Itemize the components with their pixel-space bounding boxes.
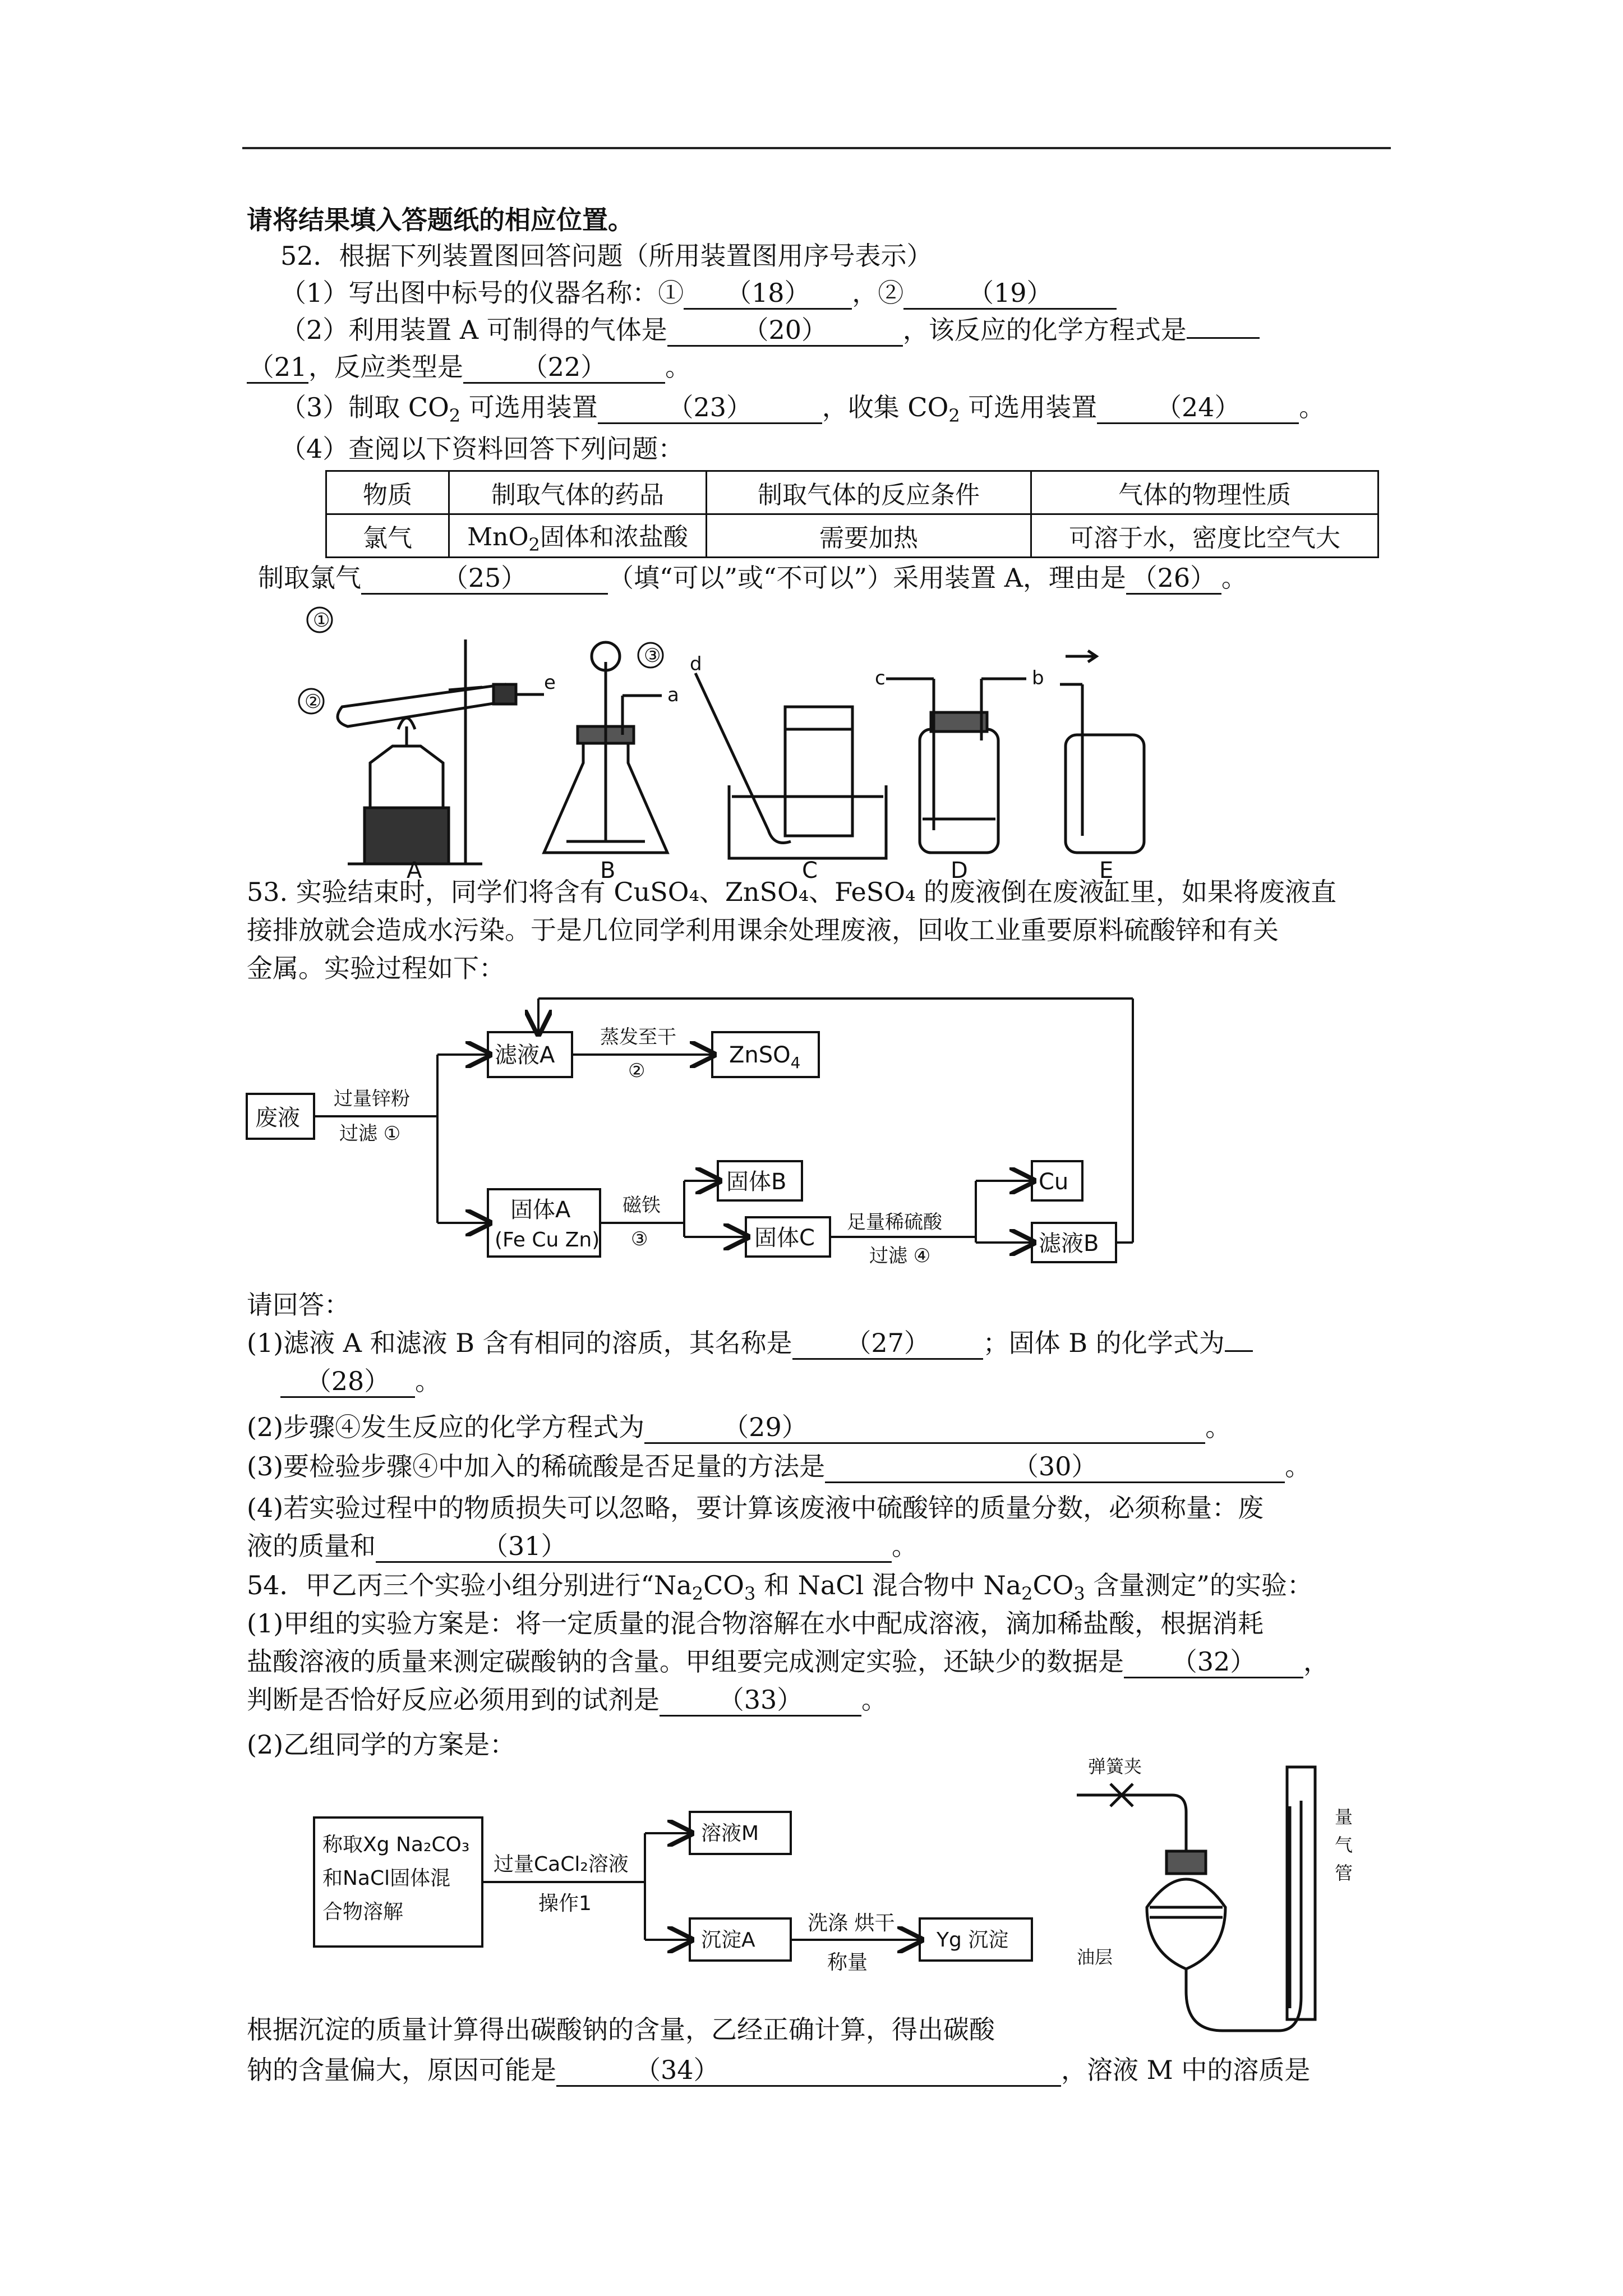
port-e: e [544, 671, 556, 694]
flow-waste: 废液 [255, 1105, 300, 1131]
flow-step3-top: 磁铁 [623, 1194, 661, 1217]
label-tube-2: 气 [1335, 1834, 1353, 1856]
apparatus-figure [280, 595, 1178, 881]
instruction: 请将结果填入答题纸的相应位置。 [247, 205, 634, 235]
flow-step2-bot: ② [628, 1060, 645, 1082]
q53-answer-4-cont: 液的质量和 （31） 。 [247, 1529, 917, 1563]
port-a: a [667, 684, 679, 706]
table-header-cell: 气体的物理性质 [1031, 471, 1378, 514]
test-tube [338, 684, 508, 726]
alcohol-lamp [370, 746, 443, 808]
answer-blank-22[interactable]: （22） [463, 352, 665, 384]
flow-znso4-sub: 4 [790, 1053, 801, 1072]
label-b: B [600, 858, 616, 881]
flow-step1-top: 过量锌粉 [334, 1088, 410, 1110]
flow-weigh-1: 称取Xg Na₂CO₃ [322, 1833, 470, 1856]
svg-text:ZnSO4 [729, 1042, 800, 1072]
port-d: d [690, 653, 702, 675]
answer-blank-28[interactable]: （28） [280, 1366, 415, 1398]
q54-answer-2: (2)乙组同学的方案是： [247, 1729, 516, 1760]
answer-blank-19[interactable]: （19） [903, 278, 1117, 310]
flow-weigh-2: 和NaCl固体混 [322, 1867, 451, 1890]
label-tube-3: 管 [1335, 1862, 1353, 1884]
flow-precipitate-a: 沉淀A [701, 1929, 755, 1952]
q53-answer-4: (4)若实验过程中的物质损失可以忽略，要计算该废液中硫酸锌的质量分数，必须称量：废 [247, 1493, 1264, 1523]
q53-flowchart [236, 993, 1155, 1273]
top-rule [242, 147, 1391, 149]
table-row [326, 514, 1378, 558]
flow-weigh-3: 合物溶解 [322, 1901, 404, 1924]
answer-blank-26[interactable]: （26） [1126, 563, 1221, 595]
q53-answer-1-cont: （28） 。 [280, 1364, 441, 1398]
apparatus-a-block [365, 808, 449, 864]
answer-blank-20[interactable]: （20） [667, 315, 903, 347]
answer-blank-34[interactable]: （34） [556, 2055, 1061, 2087]
q53-stem-1: 53. 实验结束时，同学们将含有 CuSO₄、ZnSO₄、FeSO₄ 的废液倒在废液缸里，如果将废液直 [247, 877, 1337, 907]
q52-part3: （3）制取 $CO_2$ 可选用装置 （23） ，收集 $CO_2$ 可选用装置 （24） 。 [280, 392, 1325, 426]
delivery-tube-c [695, 673, 791, 843]
q54-answer-2-cont2: 钠的含量偏大，原因可能是 （34） ，溶液 M 中的溶质是 [247, 2053, 1310, 2087]
gas-bottle-d [920, 729, 998, 853]
mark-2: ② [305, 691, 322, 713]
flask-oil-layer [1147, 1879, 1225, 1969]
q52-part2-cont: （21，反应类型是 （22） 。 [247, 350, 691, 384]
flow-step2-top: 蒸发至干 [600, 1026, 676, 1048]
flow-cu: Cu [1039, 1169, 1069, 1195]
q53-stem-2: 接排放就会造成水污染。于是几位同学利用课余处理废液，回收工业重要原料硫酸锌和有关 [247, 915, 1279, 945]
flow-step3-bot: ③ [631, 1228, 648, 1250]
answer-blank-21a[interactable] [1187, 337, 1260, 339]
table-cell: MnO$_2$固体和浓盐酸 [449, 514, 707, 558]
flow-yg: Yg 沉淀 [937, 1929, 1009, 1952]
label-tube-1: 量 [1335, 1806, 1353, 1828]
flow-op2-top: 洗涤 烘干 [808, 1912, 895, 1935]
q54-answer-1: (1)甲组的实验方案是：将一定质量的混合物溶解在水中配成溶液，滴加稀盐酸，根据消耗 [247, 1608, 1264, 1639]
answer-blank-18[interactable]: （18） [684, 278, 852, 310]
table-header-row [326, 471, 1378, 514]
flow-op1-top: 过量CaCl₂溶液 [494, 1853, 629, 1876]
label-e: E [1099, 858, 1114, 881]
flow-solid-c: 固体C [754, 1225, 815, 1251]
label-oil-layer: 油层 [1077, 1947, 1113, 1968]
port-c: c [875, 667, 886, 689]
q54-answer-1-cont2: 判断是否恰好反应必须用到的试剂是 （33） 。 [247, 1683, 887, 1717]
flow-step4-bot: 过滤 ④ [869, 1245, 931, 1267]
flow-znso4: ZnSO [729, 1042, 791, 1068]
q54-answer-1-cont: 盐酸溶液的质量来测定碳酸钠的含量。甲组要完成测定实验，还缺少的数据是 （32） ， [247, 1645, 1329, 1678]
table-header-cell: 物质 [326, 471, 449, 514]
table-header-cell: 制取气体的反应条件 [707, 471, 1031, 514]
flow-op1-bot: 操作1 [538, 1892, 592, 1915]
answer-blank-30[interactable]: （30） [825, 1451, 1285, 1483]
q52-stem: 52．根据下列装置图回答问题（所用装置图用序号表示） [280, 241, 933, 271]
q53-ask: 请回答： [247, 1290, 350, 1320]
answer-blank-25[interactable]: （25） [361, 563, 608, 595]
answer-blank-27[interactable]: （27） [792, 1328, 983, 1360]
table-cell: 需要加热 [707, 514, 1031, 558]
flow-step4-top: 足量稀硫酸 [847, 1211, 942, 1234]
clamp-tube [1133, 1795, 1186, 1851]
gas-measuring-apparatus [1066, 1750, 1380, 2076]
label-a: A [407, 858, 422, 881]
label-d: D [951, 858, 968, 881]
flow-solid-a-2: (Fe Cu Zn) [495, 1228, 600, 1251]
answer-blank-21[interactable]: （21 [247, 352, 308, 384]
label-spring-clamp: 弹簧夹 [1088, 1756, 1142, 1777]
q53-stem-3: 金属。实验过程如下： [247, 953, 505, 983]
q52-part5: 制取氯气 （25） （填“可以”或“不可以”）采用装置 A，理由是 （26） 。 [258, 561, 1247, 595]
q53-answer-2: (2)步骤④发生反应的化学方程式为 （29） 。 [247, 1410, 1231, 1444]
q54-stem: 54．甲乙丙三个实验小组分别进行“$Na_2CO_3$ 和 NaCl 混合物中 $Na_2CO_3$ 含量测定”的实验： [247, 1570, 1313, 1604]
answer-blank-31[interactable]: （31） [376, 1531, 892, 1563]
label-c: C [802, 858, 818, 881]
q53-answer-1: (1)滤液 A 和滤液 B 含有相同的溶质，其名称是 （27） ；固体 B 的化学式为 [247, 1326, 1253, 1360]
q52-part2: （2）利用装置 A 可制得的气体是 （20） ，该反应的化学方程式是 [280, 313, 1260, 347]
flow-op2-bot: 称量 [827, 1951, 868, 1974]
answer-blank-28a[interactable] [1225, 1350, 1253, 1352]
answer-blank-32[interactable]: （32） [1124, 1646, 1303, 1678]
chlorine-info-table [325, 470, 1379, 558]
flow-filtrate-b: 滤液B [1039, 1231, 1099, 1257]
flow-filtrate-a: 滤液A [495, 1042, 555, 1068]
q52-part4: （4）查阅以下资料回答下列问题： [280, 434, 684, 464]
q54-flowchart [303, 1795, 1054, 1980]
gas-bottle-e [1066, 735, 1144, 853]
q52-part1: （1）写出图中标号的仪器名称：① （18） ，② （19） [280, 276, 1117, 310]
gas-cylinder [785, 707, 852, 836]
mark-1: ① [313, 609, 330, 632]
q53-answer-3: (3)要检验步骤④中加入的稀硫酸是否足量的方法是 （30） 。 [247, 1450, 1311, 1483]
mark-3: ③ [644, 645, 661, 667]
flow-step1-bot: 过滤 ① [339, 1122, 401, 1145]
answer-blank-24[interactable]: （24） [1097, 392, 1299, 424]
answer-blank-29[interactable]: （29） [644, 1412, 1205, 1444]
table-cell: 可溶于水，密度比空气大 [1031, 514, 1378, 558]
flow-solid-a-1: 固体A [510, 1197, 571, 1223]
flow-solid-b: 固体B [726, 1169, 787, 1195]
answer-blank-23[interactable]: （23） [598, 392, 822, 424]
port-b: b [1032, 667, 1044, 689]
table-header-cell: 制取气体的药品 [449, 471, 707, 514]
answer-blank-33[interactable]: （33） [660, 1685, 861, 1717]
table-cell: 氯气 [326, 514, 449, 558]
flow-solution-m: 溶液M [701, 1822, 759, 1845]
q54-answer-2-cont: 根据沉淀的质量计算得出碳酸钠的含量，乙经正确计算，得出碳酸 [247, 2014, 995, 2045]
